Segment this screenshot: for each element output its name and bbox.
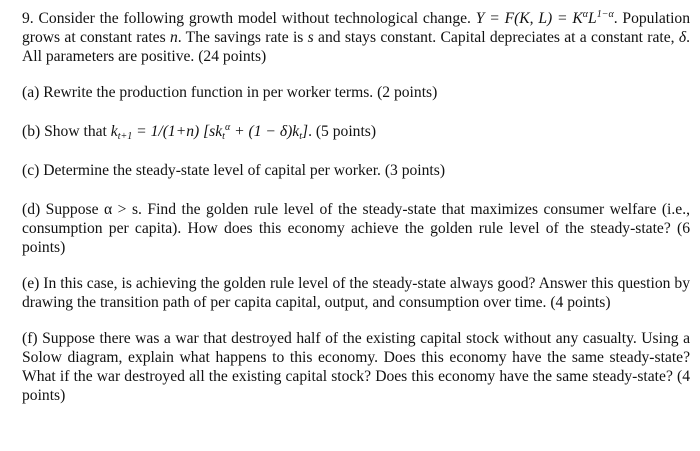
t-subscript: t <box>299 131 302 142</box>
savings-rate-symbol: s <box>307 29 314 46</box>
equation-part: + (1 − δ)k <box>230 123 300 140</box>
part-b-equation <box>111 123 308 140</box>
intro-text: and stays constant. Capital depreciates at a constant rate, <box>313 29 679 46</box>
question-intro <box>22 9 690 66</box>
intro-text: . All parameters are positive. (24 points) <box>22 29 691 65</box>
labor-symbol: L <box>588 10 597 27</box>
part-a: (a) Rewrite the production function in per worker terms. (2 points) <box>22 84 438 101</box>
alpha-exponent: α <box>582 9 589 20</box>
part-f: (f) Suppose there was a war that destroyed half of the existing capital stock without any casualty. Using a Solow diagram, explain what happens to this economy. Does this economy have the same steady-state? What if the war destroyed all the existing capital stock? Does this economy have the same steady-state? (4 points) <box>22 330 690 404</box>
part-c: (c) Determine the steady-state level of capital per worker. (3 points) <box>22 162 446 179</box>
part-b-prefix: (b) Show that <box>22 123 111 140</box>
equation-part: = 1/(1+n) [sk <box>132 123 223 140</box>
labor-exponent: 1−α <box>596 9 614 20</box>
part-b <box>22 122 690 141</box>
t-subscript: t <box>222 131 225 142</box>
depreciation-symbol: δ <box>678 29 687 46</box>
production-function: Y = F(K, L) = K <box>475 10 583 27</box>
intro-text: 9. Consider the following growth model without technological change. <box>22 10 476 27</box>
intro-text: . Population grows at constant rates <box>22 10 690 46</box>
population-growth-symbol: n <box>169 29 178 46</box>
part-d: (d) Suppose α > s. Find the golden rule level of the steady-state that maximizes consumer welfare (i.e., consumption per capita). How does this economy achieve the golden rule level of the steady-state? (6 points) <box>22 201 690 256</box>
equation-part: ] <box>301 123 309 140</box>
t-plus-1-subscript: t+1 <box>117 131 133 142</box>
k-symbol: k <box>110 123 118 140</box>
part-e: (e) In this case, is achieving the golden rule level of the steady-state always good? Answer this question by drawing the transition path of per capita capital, output, and consumption over time. (4 points) <box>22 275 690 311</box>
intro-text: . The savings rate is <box>177 29 308 46</box>
alpha-exponent: α <box>224 122 231 133</box>
part-b-suffix: . (5 points) <box>308 123 377 140</box>
